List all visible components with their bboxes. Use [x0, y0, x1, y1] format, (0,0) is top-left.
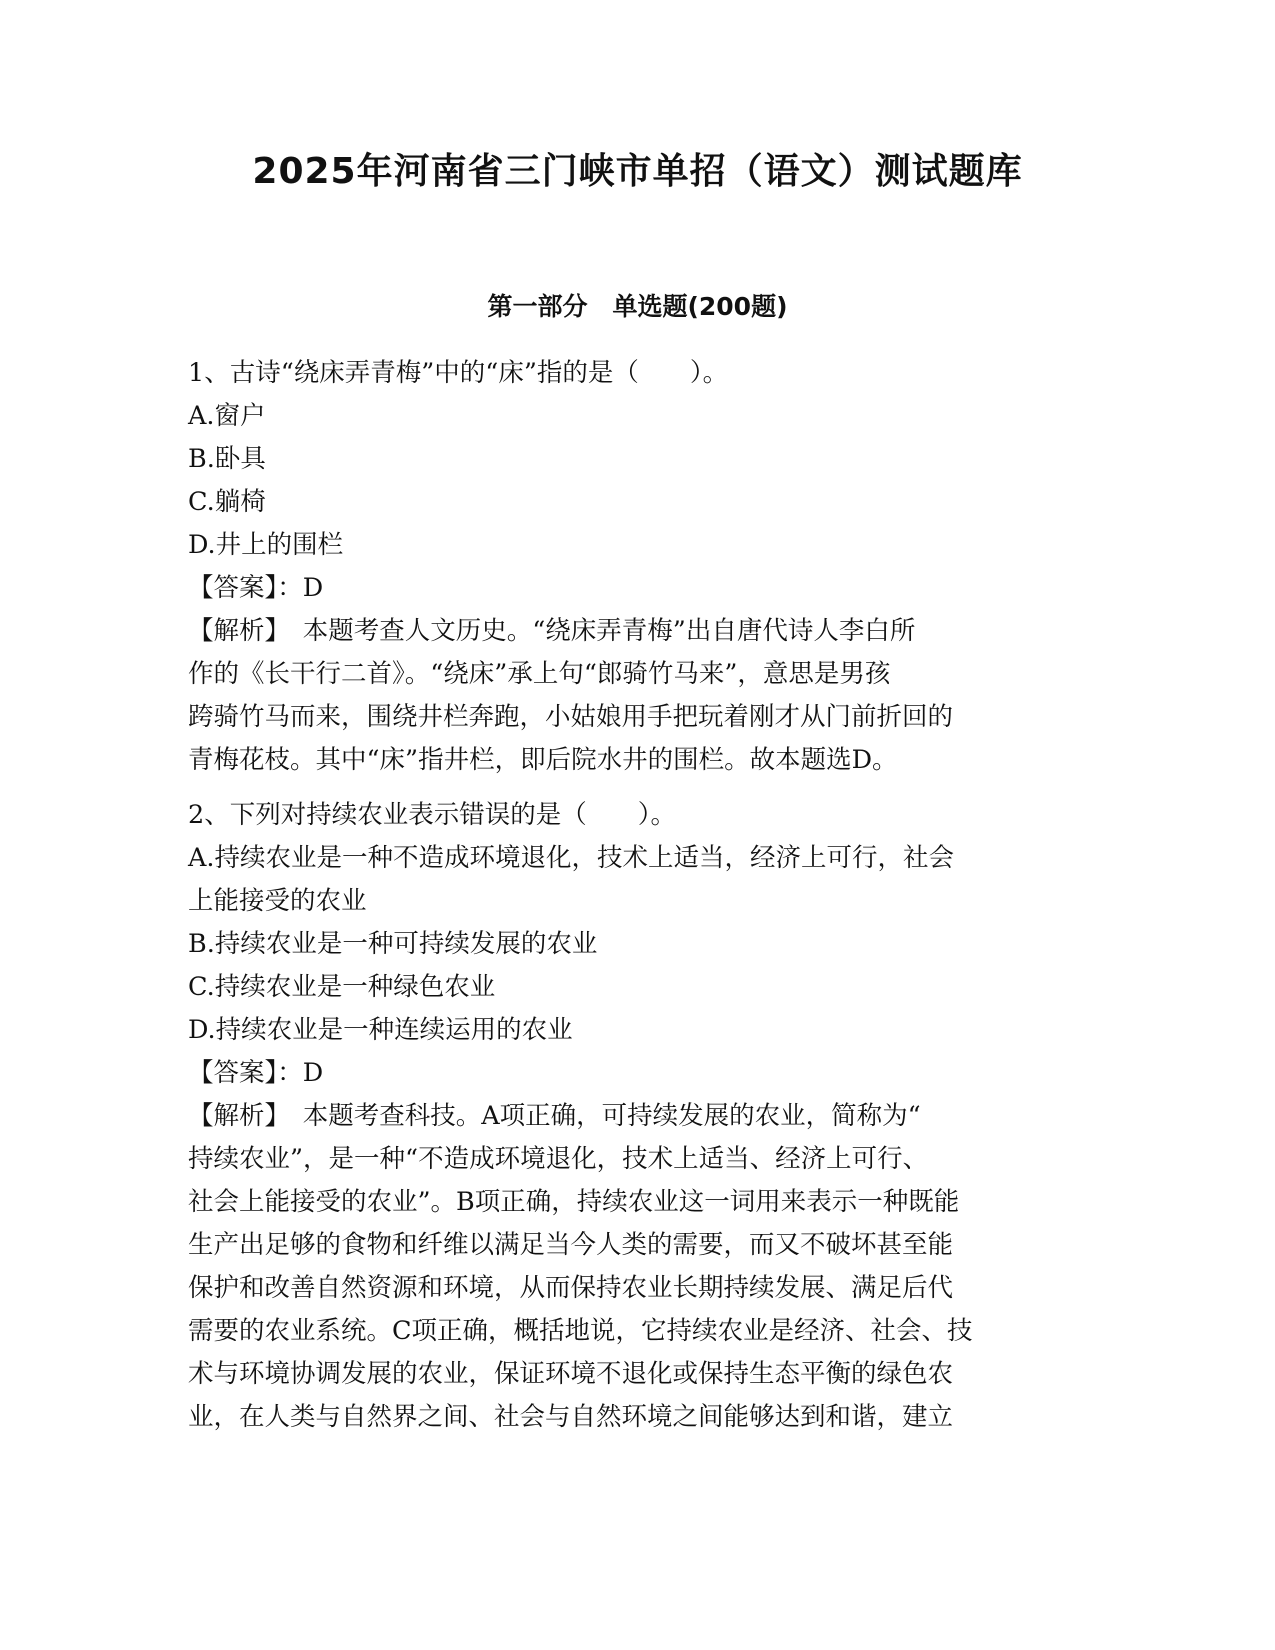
document-title: 2025年河南省三门峡市单招（语文）测试题库 — [252, 151, 1023, 192]
analysis-line: 作的《长干行二首》。“绕床”承上句“郎骑竹马来”，意思是男孩 — [188, 659, 891, 689]
analysis-line: 【解析】 本题考查人文历史。“绕床弄青梅”出自唐代诗人李白所 — [188, 616, 916, 646]
question-item — [188, 794, 1088, 1439]
question-list — [188, 352, 1088, 1439]
option-d: D.持续农业是一种连续运用的农业 — [188, 1015, 573, 1045]
analysis-line: 业，在人类与自然界之间、社会与自然环境之间能够达到和谐，建立 — [188, 1402, 954, 1432]
option-b: B.持续农业是一种可持续发展的农业 — [188, 929, 598, 959]
answer-line: 【答案】：D — [188, 1058, 324, 1088]
question-item — [188, 352, 1088, 782]
option-a-continued: 上能接受的农业 — [188, 886, 367, 916]
analysis-line: 跨骑竹马而来，围绕井栏奔跑，小姑娘用手把玩着刚才从门前折回的 — [188, 702, 954, 732]
analysis-line: 保护和改善自然资源和环境，从而保持农业长期持续发展、满足后代 — [188, 1273, 954, 1303]
option-a: A.窗户 — [188, 401, 266, 431]
answer-line: 【答案】：D — [188, 573, 324, 603]
option-c: C.持续农业是一种绿色农业 — [188, 972, 496, 1002]
option-a: A.持续农业是一种不造成环境退化，技术上适当，经济上可行，社会 — [188, 843, 955, 873]
section-title: 第一部分 单选题(200题) — [487, 292, 788, 321]
option-b: B.卧具 — [188, 444, 266, 474]
analysis-line: 术与环境协调发展的农业，保证环境不退化或保持生态平衡的绿色农 — [188, 1359, 954, 1389]
analysis-line: 【解析】 本题考查科技。A项正确，可持续发展的农业，简称为“ — [188, 1101, 921, 1131]
question-stem: 2、下列对持续农业表示错误的是（ ）。 — [188, 800, 676, 830]
analysis-line: 需要的农业系统。C项正确，概括地说，它持续农业是经济、社会、技 — [188, 1316, 973, 1346]
analysis-line: 生产出足够的食物和纤维以满足当今人类的需要，而又不破坏甚至能 — [188, 1230, 954, 1260]
analysis-line: 青梅花枝。其中“床”指井栏，即后院水井的围栏。故本题选D。 — [188, 745, 898, 775]
question-stem: 1、古诗“绕床弄青梅”中的“床”指的是（ ）。 — [188, 358, 729, 388]
option-d: D.井上的围栏 — [188, 530, 344, 560]
question-gap — [188, 782, 1088, 794]
analysis-line: 持续农业”，是一种“不造成环境退化，技术上适当、经济上可行、 — [188, 1144, 929, 1174]
option-c: C.躺椅 — [188, 487, 266, 517]
analysis-line: 社会上能接受的农业”。B项正确，持续农业这一词用来表示一种既能 — [188, 1187, 960, 1217]
